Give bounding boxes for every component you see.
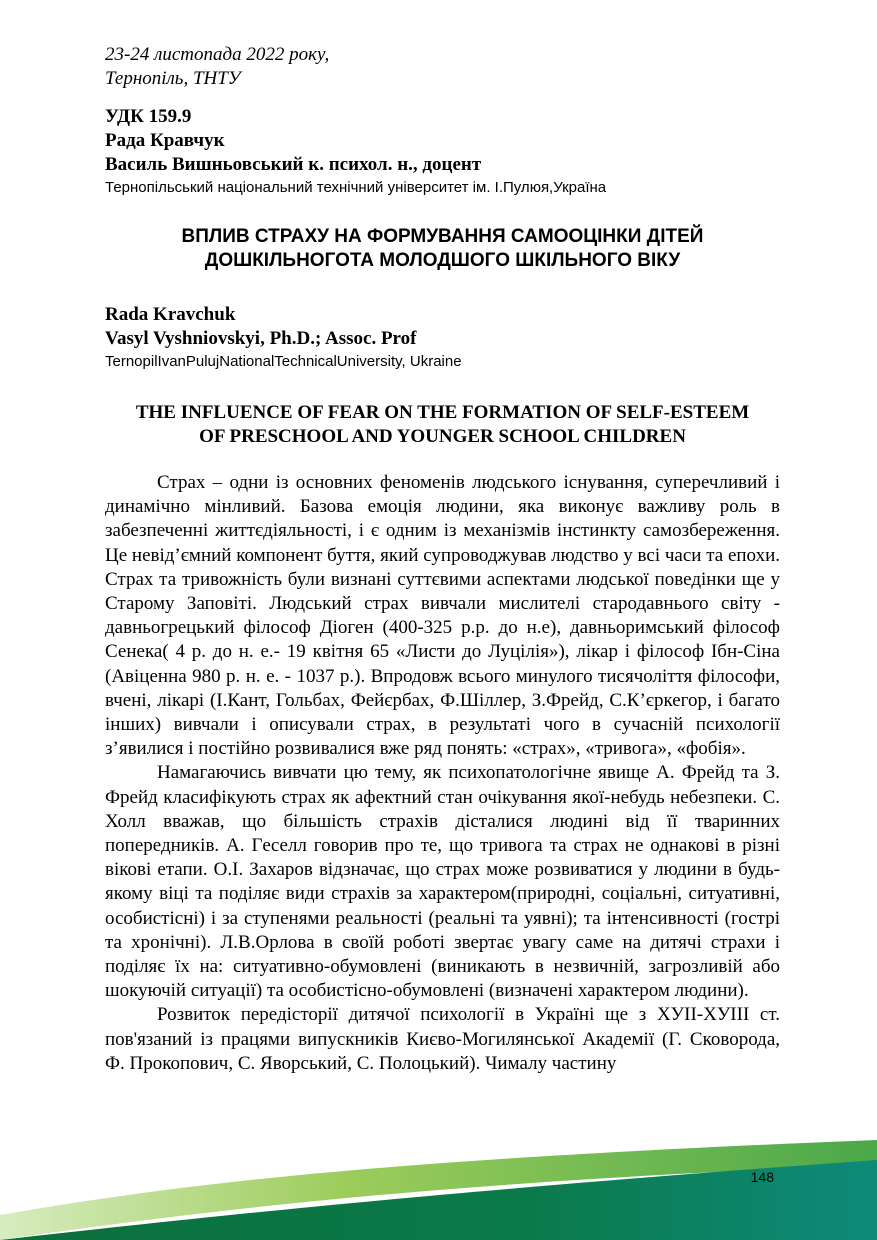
conference-date: 23-24 листопада 2022 року, (105, 44, 330, 65)
title-ua: ВПЛИВ СТРАХУ НА ФОРМУВАННЯ САМООЦІНКИ ДІТЕЙ ДОШКІЛЬНОГОТА МОЛОДШОГО ШКІЛЬНОГО ВІКУ (181, 226, 704, 271)
affiliation-ua: Тернопільський національний технічний університет ім. І.Пулюя,Україна (105, 179, 607, 196)
udk-code: УДК 159.9 (105, 106, 192, 127)
conference-place: Тернопіль, ТНТУ (105, 68, 241, 89)
footer-swoosh-decoration (0, 1120, 877, 1240)
paper-page (105, 43, 780, 1076)
author-ua-1: Рада Кравчук (105, 130, 225, 151)
paragraph-1: Страх – одни із основних феноменів людського існування, суперечливий і динамічно мінливий. Базова емоція людини, яка виконує важливу роль в забезпеченні життєдіяльності, і є одним із механізмів інстинкту самозбереження. Це невід’ємний компонент буття, який супроводжував людство у всі часи та епохи. Страх та тривожність були визнані суттєвими аспектами людської поведінки ще у Старому Заповіті. Людський страх вивчали мислителі стародавнього світу - давньогрецький філософ Діоген (400-325 р.р. до н.е), давньоримський філософ Сенека( 4 р. до н. е.- 19 квітня 65 «Листи до Луцілія»), лікар і філософ Ібн-Сіна (Авіценна 980 р. н. е. - 1037 р.). Впродовж всього минулого тисячоліття філософи, вчені, лікарі (І.Кант, Гольбах, Фейєрбах, Ф.Шіллер, З.Фрейд, С.К’єркегор, і багато інших) вивчали і описували страх, в результаті чого в сучасній психології з’явилися і постійно розвивалися вже ряд понять: «страх», «тривога», «фобія». (105, 472, 780, 760)
author-en-2: Vasyl Vyshniovskyi, Ph.D.; Assoc. Prof (105, 328, 417, 349)
affiliation-en: TernopilIvanPulujNationalTechnicalUniversity, Ukraine (105, 353, 462, 370)
title-en: THE INFLUENCE OF FEAR ON THE FORMATION OF SELF-ESTEEM OF PRESCHOOL AND YOUNGER SCHOOL CHILDREN (135, 402, 750, 447)
page-number: 148 (750, 1169, 774, 1185)
body-text (105, 471, 780, 1076)
author-ua-2: Василь Вишньовський к. психол. н., доцент (105, 154, 482, 175)
author-en-1: Rada Kravchuk (105, 304, 236, 325)
paragraph-3: Розвиток передісторії дитячої психології в Україні ще з XУІІ-XУІІІ ст. пов'язаний із працями випускників Києво-Могилянської Академії (Г. Сковорода, Ф. Прокопович, С. Яворський, С. Полоцький). Чималу частину (105, 1004, 780, 1074)
paragraph-2: Намагаючись вивчати цю тему, як психопатологічне явище А. Фрейд та З. Фрейд класифікують страх як афектний стан очікування якої-небудь небезпеки. С. Холл вважав, що більшість страхів дісталися людині від її тваринних попередників. А. Гeселл говорив про те, що тривога та страх не однакові в різні вікові етапи. О.І. Захаров відзначає, що страх може розвиватися у людини в будь-якому віці та поділяє види страхів за характером(природні, соціальні, ситуативні, особистісні) і за ступенями реальності (реальні та уявні); та інтенсивності (гострі та хронічні). Л.В.Орлова в своїй роботі звертає увагу саме на дитячі страхи і поділяє їх на: ситуативно-обумовлені (виникають в незвичній, загрозливій або шокуючій ситуації) та особистісно-обумовлені (визначені характером людини). (105, 762, 780, 1002)
